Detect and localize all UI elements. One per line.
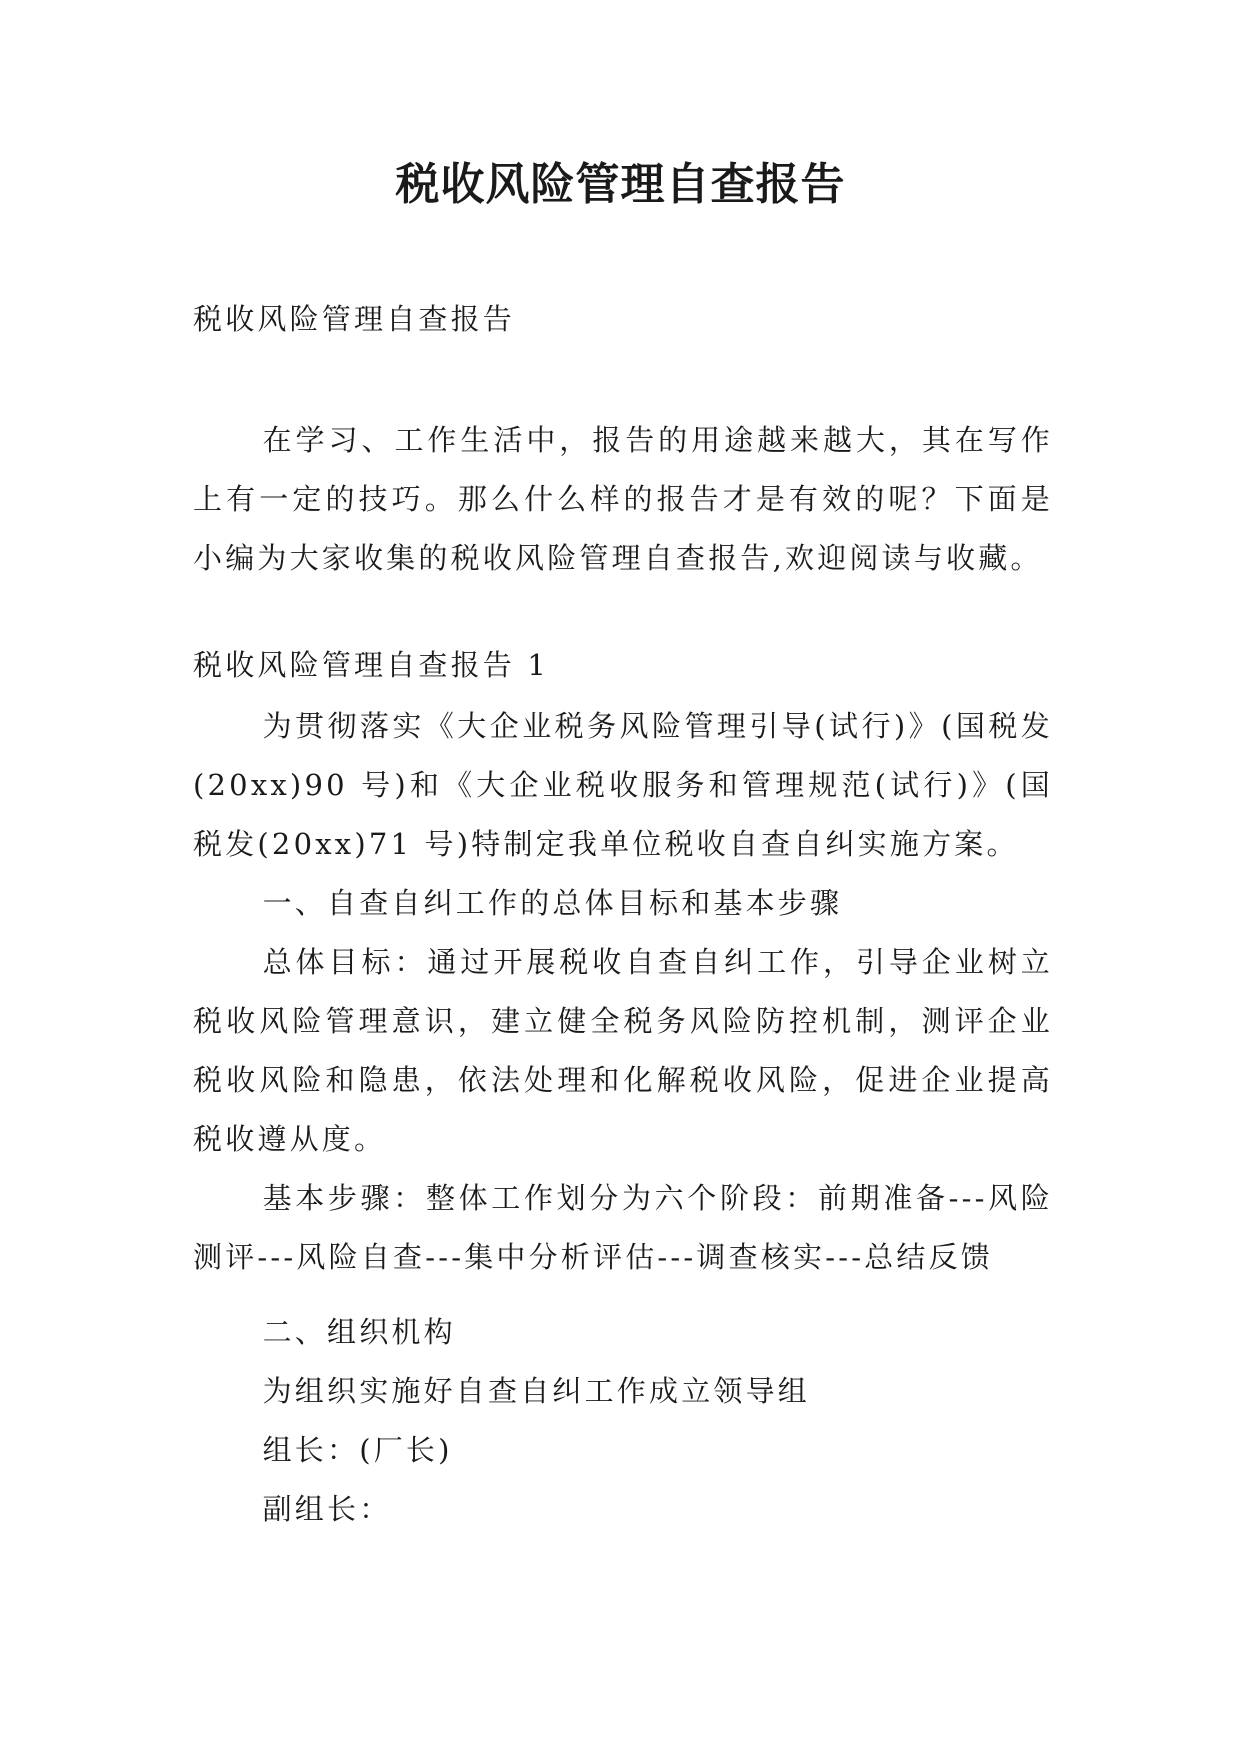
- document-subtitle: 税收风险管理自查报告: [193, 302, 516, 336]
- org-line-1: 为组织实施好自查自纠工作成立领导组: [262, 1374, 810, 1408]
- body-paragraph-2: 一、自查自纠工作的总体目标和基本步骤: [262, 886, 843, 920]
- body-paragraph-1: 为贯彻落实《大企业税务风险管理引导(试行)》(国税发(20xx)90 号)和《大企业税收服务和管理规范(试行)》(国税发(20xx)71 号)特制定我单位税收自查自纠实施方案。: [193, 709, 1053, 861]
- document-body: [193, 290, 1053, 1539]
- org-line-3: 副组长：: [262, 1492, 392, 1526]
- body-paragraph-4: 基本步骤：整体工作划分为六个阶段：前期准备---风险测评---风险自查---集中分析评估---调查核实---总结反馈: [193, 1181, 1053, 1274]
- org-heading: 二、组织机构: [262, 1315, 456, 1349]
- section-heading: 税收风险管理自查报告 1: [193, 648, 550, 682]
- intro-paragraph: 在学习、工作生活中，报告的用途越来越大，其在写作上有一定的技巧。那么什么样的报告才是有效的呢？下面是小编为大家收集的税收风险管理自查报告,欢迎阅读与收藏。: [193, 423, 1053, 575]
- org-line-2: 组长：(厂长): [262, 1433, 453, 1467]
- body-paragraph-3: 总体目标：通过开展税收自查自纠工作，引导企业树立税收风险管理意识，建立健全税务风险防控机制，测评企业税收风险和隐患，依法处理和化解税收风险，促进企业提高税收遵从度。: [193, 945, 1053, 1156]
- document-title: 税收风险管理自查报告: [395, 159, 846, 210]
